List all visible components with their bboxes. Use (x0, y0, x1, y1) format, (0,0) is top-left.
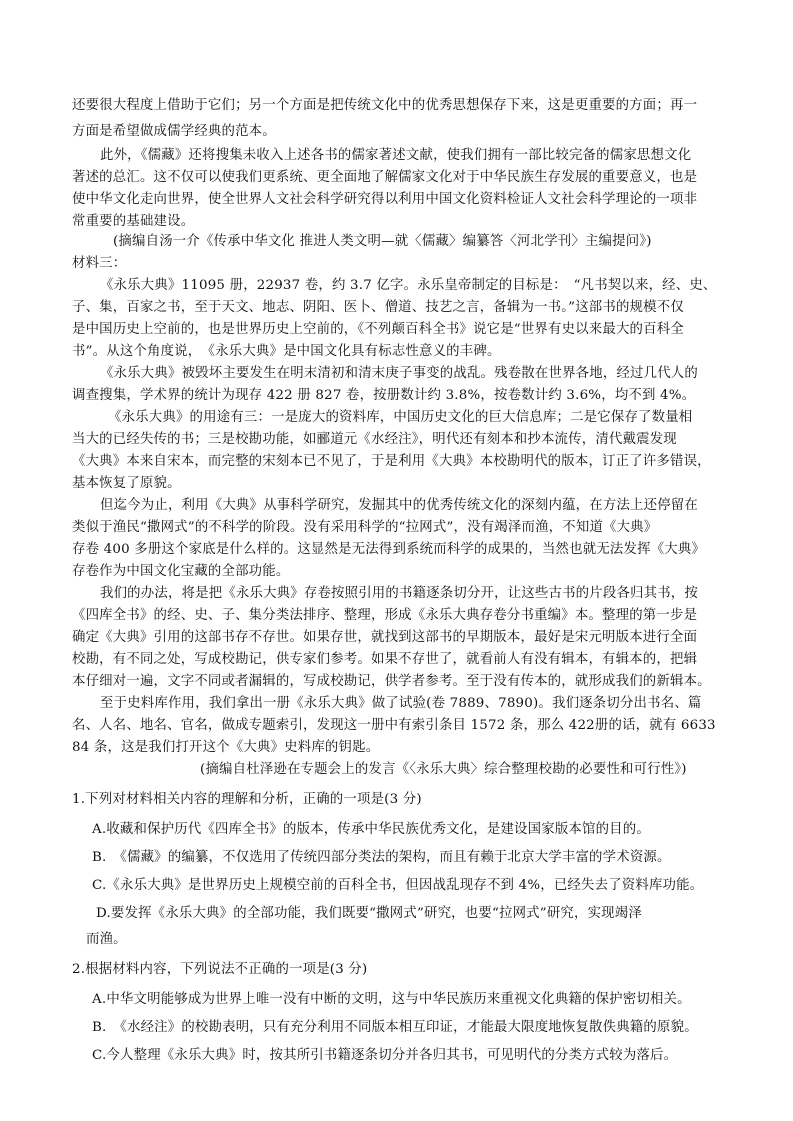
answer-option: D.要发挥《永乐大典》的全部功能，我们既要“撒网式”研究，也要“拉网式”研究，实现竭泽 (96, 906, 642, 921)
text-line: 84 条，这是我们打开这个《大典》史料库的钥匙。 (72, 740, 380, 755)
text-line: 子、集，百家之书，至于天文、地志、阴阳、医卜、僧道、技艺之言，备辑为一书。”这部书的规模不仅 (72, 300, 684, 315)
text-line: 存卷 400 多册这个家底是什么样的。这显然是无法得到系统而科学的成果的，当然也就无法发挥《大典》 (72, 542, 706, 557)
answer-option: B. 《水经注》的校勘表明，只有充分利用不同版本相互印证，才能最大限度地恢复散佚典籍的原貌。 (92, 1020, 698, 1035)
question-stem: 2.根据材料内容，下列说法不正确的一项是(3 分) (72, 962, 368, 977)
text-line: 基本恢复了原貌。 (72, 476, 181, 491)
text-line: 但迄今为止，利用《大典》从事科学研究，发掘其中的优秀传统文化的深刻内蕴，在方法上还停留在 (100, 498, 698, 513)
text-line: 著述的总汇。这不仅可以使我们更系统、更全面地了解儒家文化对于中华民族生存发展的重要意义，也是 (72, 170, 698, 185)
text-line: 是中国历史上空前的，也是世界历史上空前的，《不列颠百科全书》说它是“世界有史以来最大的百科全 (72, 322, 684, 337)
text-line: 当大的已经失传的书；三是校勘功能，如郦道元《水经注》，明代还有刻本和抄本流传，清代戴震发现 (72, 432, 677, 447)
answer-option: C.今人整理《永乐大典》时，按其所引书籍逐条切分并各归其书，可见明代的分类方式较为落后。 (92, 1048, 678, 1063)
text-line: 存卷作为中国文化宝藏的全部功能。 (72, 564, 290, 579)
text-line: 《永乐大典》的用途有三：一是庞大的资料库，中国历史文化的巨大信息库；二是它保存了数量相 (108, 410, 693, 425)
text-line: 确定《大典》引用的这部书存不存世。如果存世，就找到这部书的早期版本，最好是宋元明版本进行全面 (72, 630, 698, 645)
text-line: 我们的办法，将是把《永乐大典》存卷按照引用的书籍逐条切分开，让这些古书的片段各归其书，按 (100, 586, 698, 601)
text-line: 《永乐大典》被毁坏主要发生在明末清初和清末庚子事变的战乱。残卷散在世界各地，经过几代人的 (100, 366, 698, 381)
answer-option: A.收藏和保护历代《四库全书》的版本，传承中华民族优秀文化，是建设国家版本馆的目的。 (92, 822, 650, 837)
text-line: 本仔细对一遍，文字不同或者漏辑的，写成校勘记，供学者参考。至于没有传本的，就形成我们的新辑本。 (72, 674, 711, 689)
answer-option: B. 《儒藏》的编纂，不仅选用了传统四部分类法的架构，而且有赖于北京大学丰富的学术资源。 (92, 850, 671, 865)
section-heading: 材料三： (72, 256, 127, 271)
answer-option: C.《永乐大典》是世界历史上规模空前的百科全书，但因战乱现存不到 4%，已经失去了资料库功能。 (92, 878, 704, 893)
text-line: 书”。从这个角度说， 《永乐大典》是中国文化具有标志性意义的丰碑。 (72, 344, 501, 359)
text-line: 至于史料库作用，我们拿出一册《永乐大典》做了试验(卷 7889、7890)。我们逐条切分出书名、篇 (100, 696, 702, 711)
text-line: 调查搜集，学术界的统计为现存 422 册 827 卷，按册数计约 3.8%，按卷数计约 3.6%，均不到 4%。 (72, 388, 696, 403)
text-line: 类似于渔民“撒网式”的不科学的阶段。没有采用科学的“拉网式”，没有竭泽而渔，不知道《大典》 (72, 520, 658, 535)
text-line: 常重要的基础建设。 (72, 214, 195, 229)
text-line: 名、人名、地名、官名，做成专题索引，发现这一册中有索引条目 1572 条，那么 422册的话，就有 6633 (72, 718, 716, 733)
question-stem: 1.下列对材料相关内容的理解和分析，正确的一项是(3 分) (72, 792, 422, 807)
text-line: 此外，《儒藏》还将搜集未收入上述各书的儒家著述文献，使我们拥有一部比较完备的儒家思想文化 (100, 148, 692, 163)
text-line: 校勘，有不同之处，写成校勘记，供专家们参考。如果不存世了，就看前人有没有辑本，有辑本的，把辑 (72, 652, 698, 667)
text-line: 《四库全书》的经、史、子、集分类法排序、整理，形成《永乐大典存卷分书重编》本。整理的第一步是 (72, 608, 698, 623)
answer-option-continued: 而渔。 (86, 932, 127, 947)
text-line: 还要很大程度上借助于它们；另一个方面是把传统文化中的优秀思想保存下来，这是更重要的方面；再一 (72, 98, 698, 113)
answer-option: A.中华文明能够成为世界上唯一没有中断的文明，这与中华民族历来重视文化典籍的保护密切相关。 (92, 992, 691, 1007)
source-citation: (摘编自汤一介《传承中华文化 推进人类文明—就〈儒藏〉编纂答〈河北学刊〉主编提问》) (113, 234, 652, 249)
text-line: 使中华文化走向世界，使全世界人文社会科学研究得以利用中国文化资料检证人文社会科学理论的一项非 (72, 192, 698, 207)
source-citation: (摘编自杜泽逊在专题会上的发言《〈永乐大典〉综合整理校勘的必要性和可行性》) (200, 762, 687, 777)
text-line: 《永乐大典》11095 册，22937 卷，约 3.7 亿字。永乐皇帝制定的目标是： “凡书契以来，经、史、 (100, 278, 717, 293)
text-line: 方面是希望做成儒学经典的范本。 (72, 124, 276, 139)
text-line: 《大典》本来自宋本，而完整的宋刻本已不见了，于是利用《大典》本校勘明代的版本，订正了许多错误， (72, 454, 711, 469)
